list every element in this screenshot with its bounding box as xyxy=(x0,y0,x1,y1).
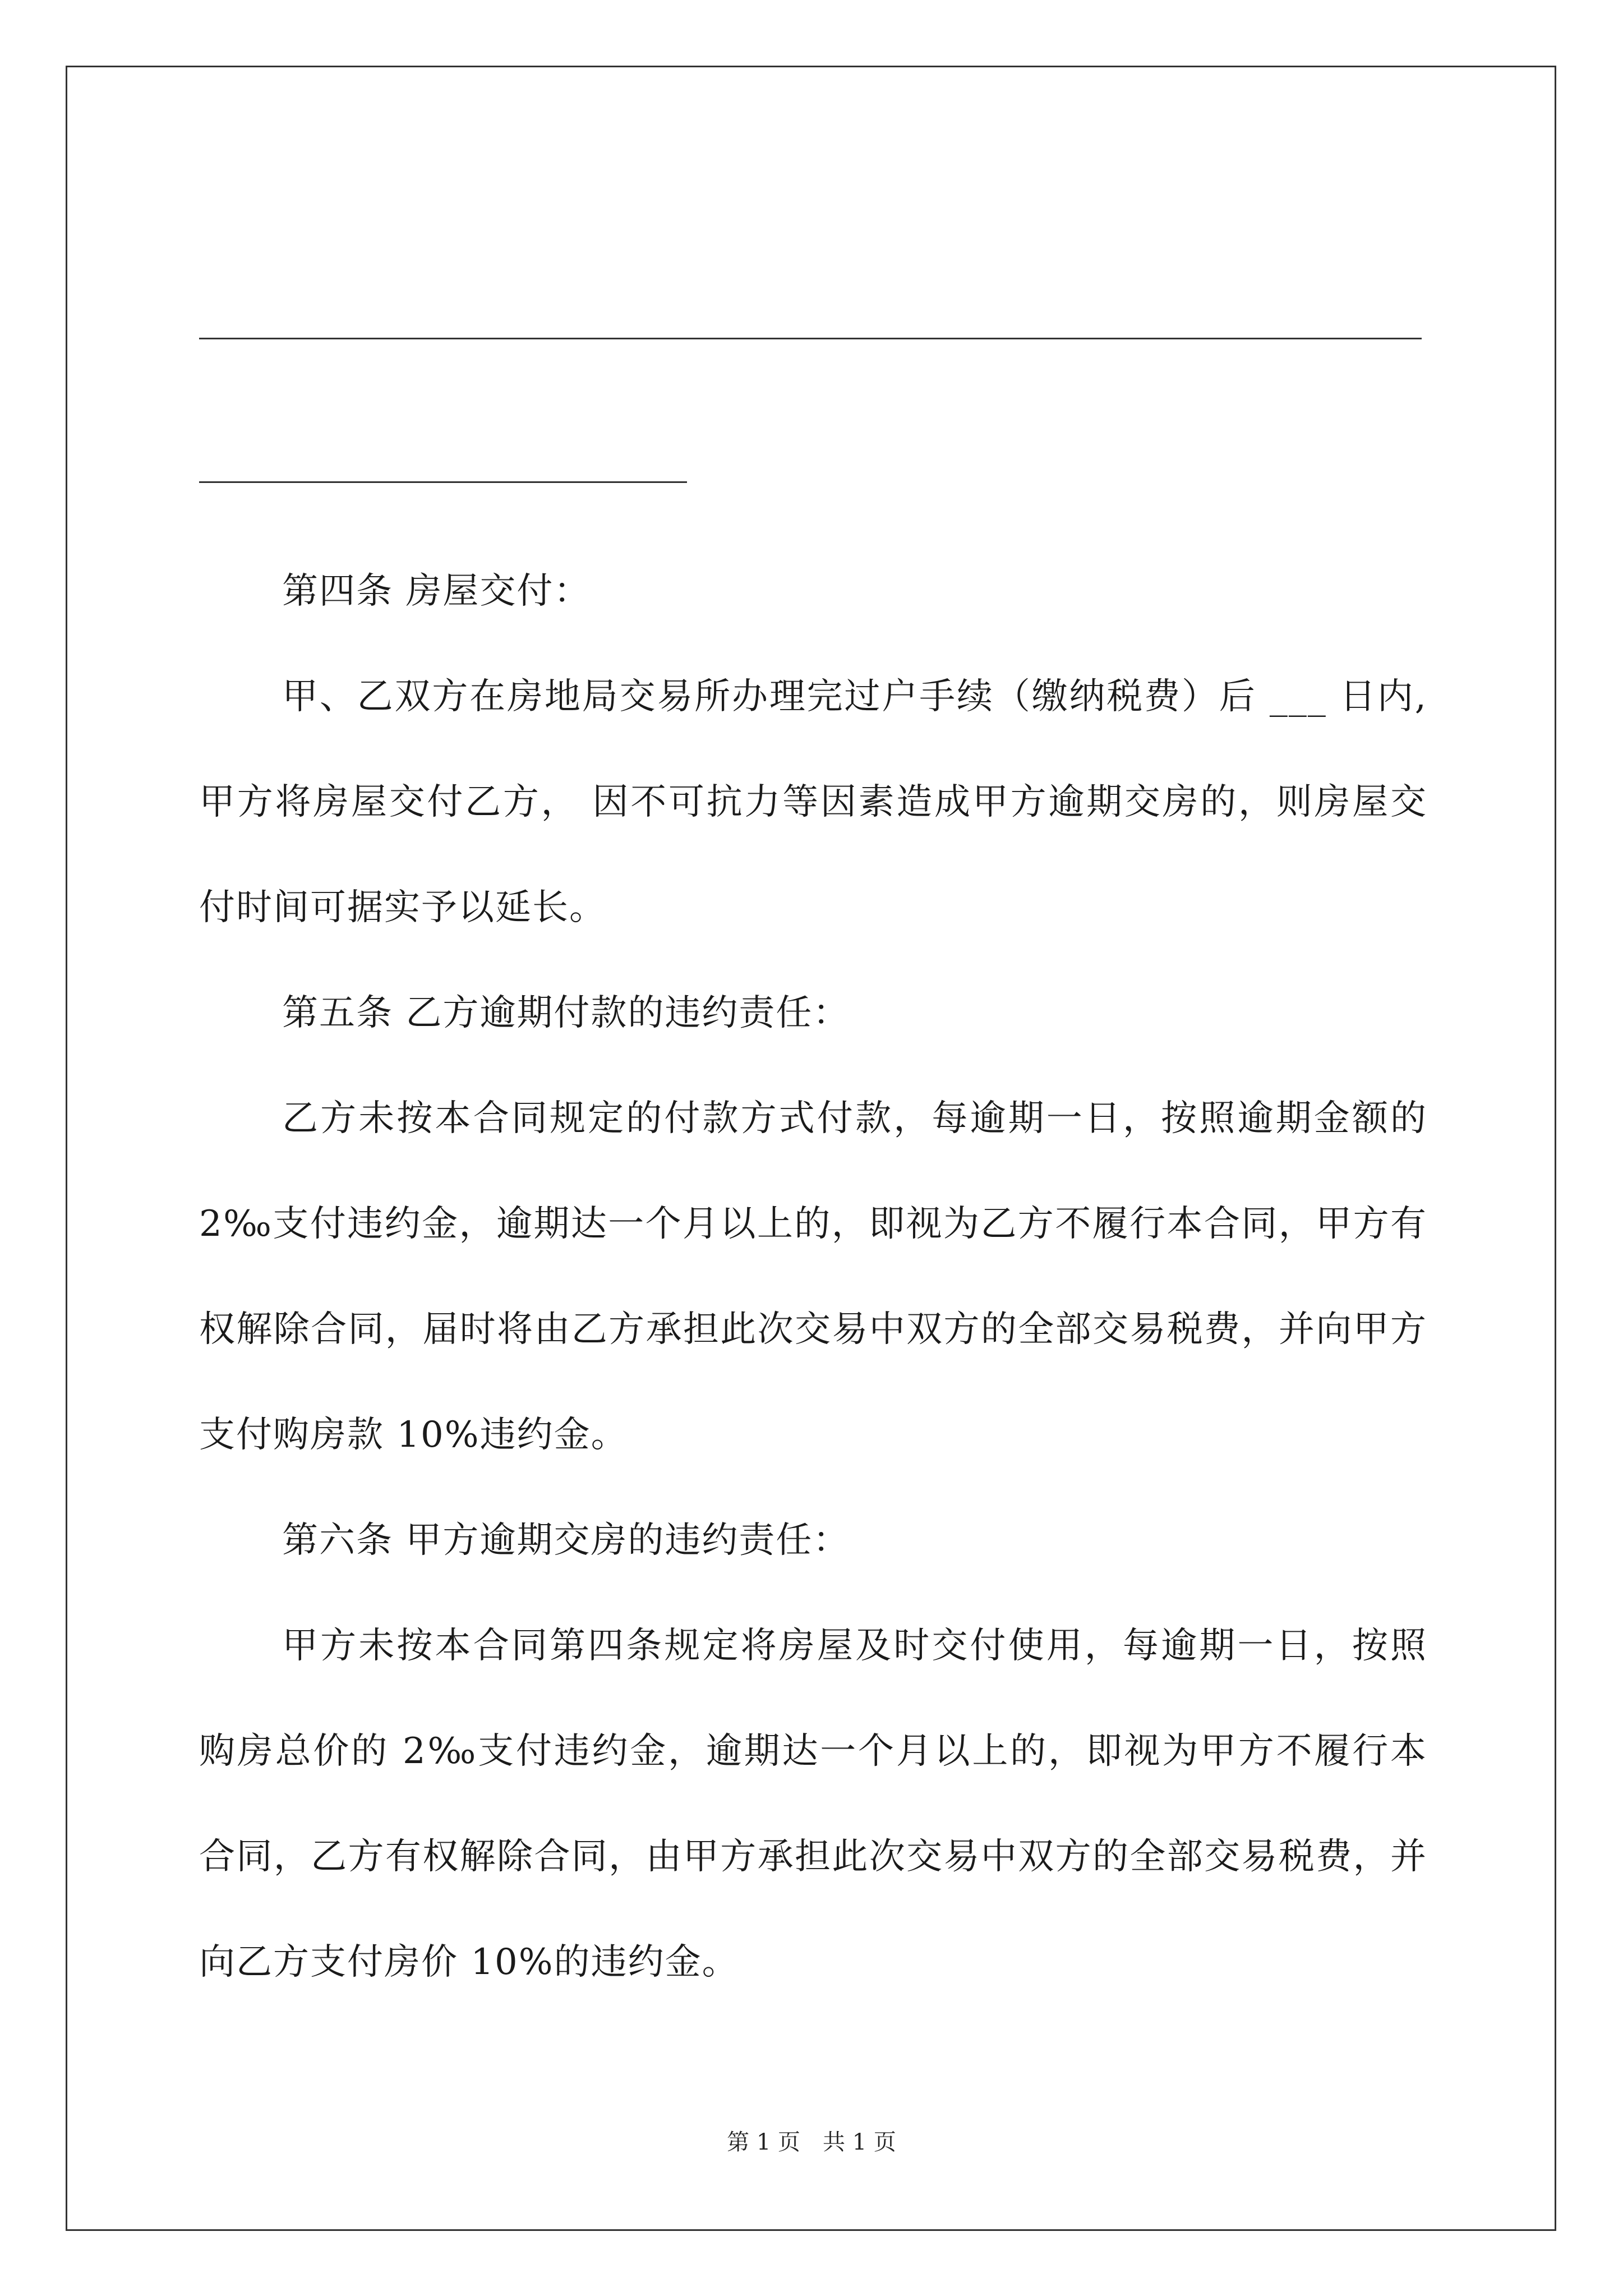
article-5-text: 乙方未按本合同规定的付款方式付款，每逾期一日，按照逾期金额的 2‰支付违约金，逾期达一个月以上的，即视为乙方不履行本合同，甲方有权解除合同，届时将由乙方承担此次交易中双方的全部交易税费，并向甲方支付购房款 10%违约金。 xyxy=(199,1098,1427,1456)
page-number: 第 1 页 xyxy=(727,2129,800,2155)
page-footer xyxy=(0,2128,1623,2156)
blank-fill-line-long xyxy=(199,338,1422,339)
blank-fill-line-short xyxy=(199,481,687,483)
page-total: 共 1 页 xyxy=(823,2129,896,2155)
article-5-heading: 第五条 乙方逾期付款的违约责任： xyxy=(282,992,850,1034)
article-6-heading: 第六条 甲方逾期交房的违约责任： xyxy=(282,1520,850,1561)
article-4-heading: 第四条 房屋交付： xyxy=(282,570,591,612)
document-body xyxy=(199,539,1427,2015)
article-6-text: 甲方未按本合同第四条规定将房屋及时交付使用，每逾期一日，按照购房总价的 2‰支付违约金，逾期达一个月以上的，即视为甲方不履行本合同，乙方有权解除合同，由甲方承担此次交易中双方的全部交易税费，并向乙方支付房价 10%的违约金。 xyxy=(199,1625,1427,1983)
article-4-text: 甲、乙双方在房地局交易所办理完过户手续（缴纳税费）后 ___ 日内,甲方将房屋交付乙方， 因不可抗力等因素造成甲方逾期交房的，则房屋交付时间可据实予以延长。 xyxy=(199,676,1427,928)
